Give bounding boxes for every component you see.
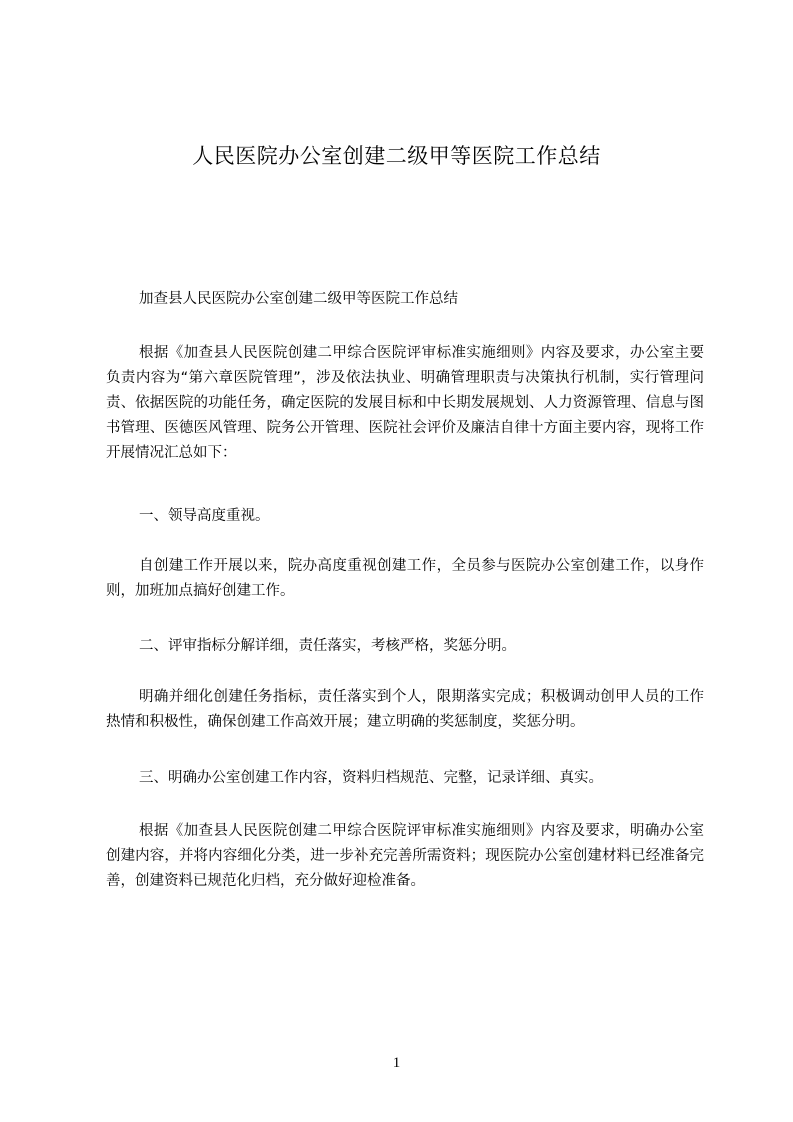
section-body-3: 根据《加查县人民医院创建二甲综合医院评审标准实施细则》内容及要求，明确办公室创建内容，并将内容细化分类，进一步补充完善所需资料；现医院办公室创建材料已经准备完善，创建资料已规范化归档，充分做好迎检准备。 (106, 823, 704, 889)
section-body-2: 明确并细化创建任务指标，责任落实到个人，限期落实完成；积极调动创甲人员的工作热情和积极性，确保创建工作高效开展；建立明确的奖惩制度，奖惩分明。 (106, 689, 704, 730)
page-number: 1 (392, 1055, 401, 1071)
section-heading-3: 三、明确办公室创建工作内容，资料归档规范、完整，记录详细、真实。 (139, 770, 603, 786)
document-subtitle: 加查县人民医院办公室创建二级甲等医院工作总结 (139, 291, 458, 307)
intro-paragraph: 根据《加查县人民医院创建二甲综合医院评审标准实施细则》内容及要求，办公室主要负责内容为“第六章医院管理”，涉及依法执业、明确管理职责与决策执行机制，实行管理问责、依据医院的功能任务，确定医院的发展目标和中长期发展规划、人力资源管理、信息与图书管理、医德医风管理、院务公开管理、医院社会评价及廉洁自律十方面主要内容，现将工作开展情况汇总如下： (106, 345, 704, 461)
section-heading-2: 二、评审指标分解详细，责任落实，考核严格，奖惩分明。 (139, 638, 516, 654)
section-body-1: 自创建工作开展以来，院办高度重视创建工作，全员参与医院办公室创建工作，以身作则，加班加点搞好创建工作。 (106, 558, 704, 599)
document-title: 人民医院办公室创建二级甲等医院工作总结 (192, 144, 601, 168)
section-heading-1: 一、领导高度重视。 (139, 508, 270, 524)
